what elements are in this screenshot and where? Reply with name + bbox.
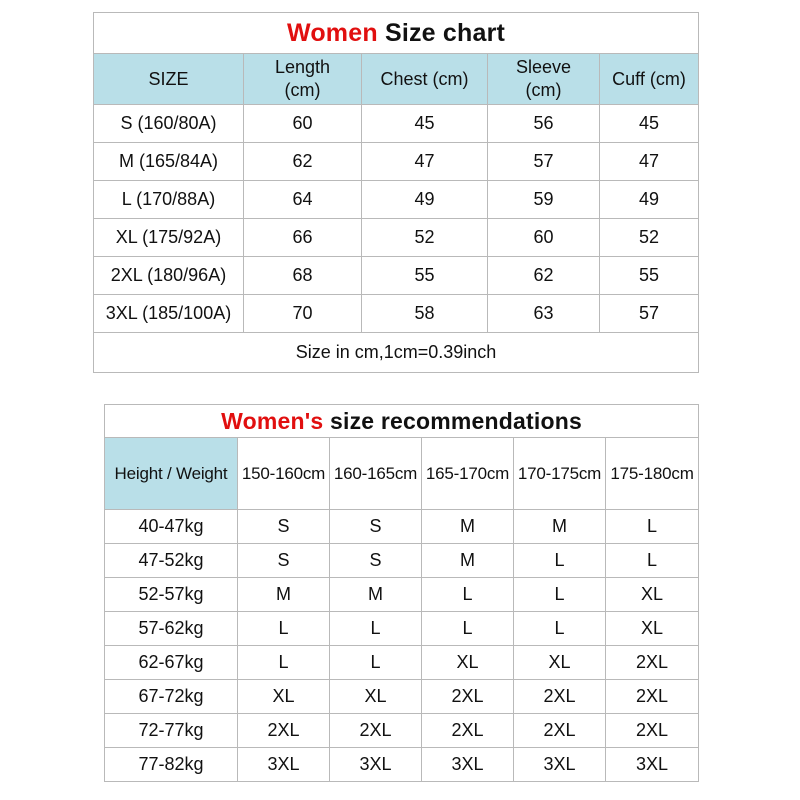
measurement-cell: 57 [600, 295, 699, 333]
size-chart-table [93, 12, 699, 373]
recommended-size-cell: 2XL [514, 714, 606, 748]
weight-range-cell: 40-47kg [105, 510, 238, 544]
recommended-size-cell: L [514, 544, 606, 578]
height-range-header: 160-165cm [330, 438, 422, 510]
recommended-size-cell: S [238, 510, 330, 544]
measurement-cell: 49 [600, 181, 699, 219]
recommendation-row [105, 578, 699, 612]
measurement-cell: 66 [244, 219, 362, 257]
recommendation-title-row [105, 405, 699, 438]
recommended-size-cell: XL [238, 680, 330, 714]
size-chart-title-rest: Size chart [377, 18, 506, 47]
measurement-cell: 68 [244, 257, 362, 295]
measurement-cell: 60 [244, 105, 362, 143]
recommended-size-cell: M [238, 578, 330, 612]
measurement-cell: 70 [244, 295, 362, 333]
recommended-size-cell: XL [330, 680, 422, 714]
measurement-cell: 62 [244, 143, 362, 181]
weight-range-cell: 47-52kg [105, 544, 238, 578]
measurement-cell: 59 [488, 181, 600, 219]
weight-range-cell: 52-57kg [105, 578, 238, 612]
recommended-size-cell: 2XL [238, 714, 330, 748]
measurement-cell: 64 [244, 181, 362, 219]
size-label-cell: L (170/88A) [94, 181, 244, 219]
measurement-cell: 45 [600, 105, 699, 143]
recommended-size-cell: M [330, 578, 422, 612]
size-recommendation-table [104, 404, 699, 782]
size-chart-row [94, 295, 699, 333]
size-chart-row [94, 219, 699, 257]
recommended-size-cell: M [422, 544, 514, 578]
recommended-size-cell: L [238, 646, 330, 680]
measurement-cell: 52 [600, 219, 699, 257]
recommendation-row [105, 646, 699, 680]
size-label-cell: 2XL (180/96A) [94, 257, 244, 295]
size-chart-header-cell: Cuff (cm) [600, 54, 699, 105]
recommended-size-cell: L [238, 612, 330, 646]
recommended-size-cell: 2XL [606, 646, 699, 680]
recommended-size-cell: 3XL [238, 748, 330, 782]
recommended-size-cell: L [514, 578, 606, 612]
measurement-cell: 55 [362, 257, 488, 295]
recommended-size-cell: XL [422, 646, 514, 680]
weight-range-cell: 67-72kg [105, 680, 238, 714]
size-label-cell: S (160/80A) [94, 105, 244, 143]
recommended-size-cell: L [422, 612, 514, 646]
recommended-size-cell: 2XL [514, 680, 606, 714]
height-range-header: 175-180cm [606, 438, 699, 510]
size-chart-title [94, 13, 699, 54]
size-chart-row [94, 181, 699, 219]
measurement-cell: 49 [362, 181, 488, 219]
recommended-size-cell: 3XL [606, 748, 699, 782]
height-weight-corner-label: Height / Weight [105, 438, 238, 510]
size-chart-header-cell: SIZE [94, 54, 244, 105]
recommended-size-cell: L [330, 646, 422, 680]
measurement-cell: 55 [600, 257, 699, 295]
recommended-size-cell: L [606, 544, 699, 578]
recommended-size-cell: L [330, 612, 422, 646]
recommended-size-cell: S [330, 544, 422, 578]
size-chart-note-row [94, 333, 699, 373]
recommended-size-cell: 3XL [422, 748, 514, 782]
weight-range-cell: 77-82kg [105, 748, 238, 782]
recommended-size-cell: XL [606, 578, 699, 612]
recommendation-body [105, 510, 699, 782]
recommended-size-cell: 3XL [330, 748, 422, 782]
size-chart-header-cell: Chest (cm) [362, 54, 488, 105]
measurement-cell: 57 [488, 143, 600, 181]
size-chart-header-cell: Length (cm) [244, 54, 362, 105]
size-chart-note: Size in cm,1cm=0.39inch [94, 333, 699, 373]
size-chart-body [94, 105, 699, 333]
size-chart-header-row [94, 54, 699, 105]
recommended-size-cell: L [606, 510, 699, 544]
recommended-size-cell: L [422, 578, 514, 612]
recommended-size-cell: L [514, 612, 606, 646]
recommendation-row [105, 748, 699, 782]
recommended-size-cell: 2XL [330, 714, 422, 748]
size-chart-title-row [94, 13, 699, 54]
recommended-size-cell: 3XL [514, 748, 606, 782]
size-label-cell: XL (175/92A) [94, 219, 244, 257]
recommendation-row [105, 680, 699, 714]
measurement-cell: 62 [488, 257, 600, 295]
recommended-size-cell: XL [606, 612, 699, 646]
size-chart-row [94, 257, 699, 295]
weight-range-cell: 62-67kg [105, 646, 238, 680]
recommendation-title-highlight: Women's [221, 407, 324, 434]
recommended-size-cell: 2XL [422, 680, 514, 714]
recommended-size-cell: 2XL [606, 714, 699, 748]
recommendation-title-rest: size recommendations [323, 407, 582, 434]
recommended-size-cell: XL [514, 646, 606, 680]
recommendation-title [105, 405, 699, 438]
recommended-size-cell: S [238, 544, 330, 578]
size-chart-row [94, 105, 699, 143]
recommended-size-cell: M [514, 510, 606, 544]
height-range-header: 165-170cm [422, 438, 514, 510]
recommendation-row [105, 612, 699, 646]
size-label-cell: M (165/84A) [94, 143, 244, 181]
recommendation-header-row [105, 438, 699, 510]
measurement-cell: 58 [362, 295, 488, 333]
measurement-cell: 47 [362, 143, 488, 181]
weight-range-cell: 57-62kg [105, 612, 238, 646]
size-label-cell: 3XL (185/100A) [94, 295, 244, 333]
height-range-header: 170-175cm [514, 438, 606, 510]
recommended-size-cell: 2XL [422, 714, 514, 748]
size-chart-row [94, 143, 699, 181]
recommendation-row [105, 544, 699, 578]
measurement-cell: 45 [362, 105, 488, 143]
measurement-cell: 52 [362, 219, 488, 257]
size-chart-header-cell: Sleeve (cm) [488, 54, 600, 105]
recommended-size-cell: 2XL [606, 680, 699, 714]
size-chart-title-highlight: Women [286, 18, 378, 47]
measurement-cell: 47 [600, 143, 699, 181]
recommended-size-cell: S [330, 510, 422, 544]
measurement-cell: 63 [488, 295, 600, 333]
recommendation-row [105, 510, 699, 544]
recommendation-row [105, 714, 699, 748]
weight-range-cell: 72-77kg [105, 714, 238, 748]
measurement-cell: 60 [488, 219, 600, 257]
recommended-size-cell: M [422, 510, 514, 544]
height-range-header: 150-160cm [238, 438, 330, 510]
measurement-cell: 56 [488, 105, 600, 143]
